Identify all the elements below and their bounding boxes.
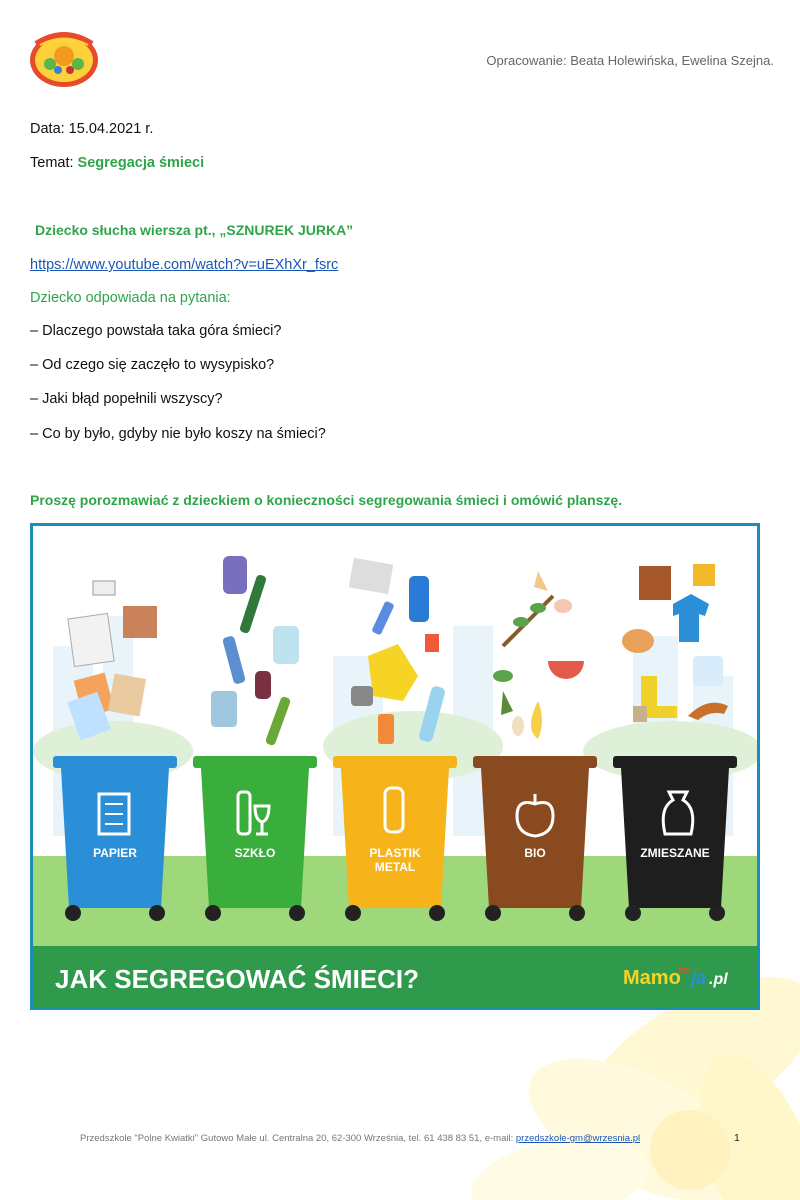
author-credit: Opracowanie: Beata Holewińska, Ewelina Szejna.: [486, 53, 774, 68]
bin-label-bio: BIO: [524, 846, 546, 860]
question-1: – Dlaczego powstała taka góra śmieci?: [30, 323, 282, 339]
youtube-link[interactable]: https://www.youtube.com/watch?v=uEXhXr_fsrc: [30, 257, 339, 273]
bin-zmieszane: [613, 756, 737, 921]
poster-title: JAK SEGREGOWAĆ ŚMIECI?: [55, 964, 420, 994]
recycling-poster: [30, 523, 760, 1010]
lesson-date: Data: 15.04.2021 r.: [30, 121, 154, 137]
brand-suffix: .pl: [709, 971, 728, 988]
bin-plastik-metal: [333, 756, 457, 921]
kindergarten-logo: [28, 30, 100, 88]
bin-label-metal: METAL: [374, 860, 416, 874]
footer-address-text: Przedszkole "Polne Kwiatki" Gutowo Małe ul. Centralna 20, 62-300 Września, tel. 61 438 83 51, e-mail:: [80, 1133, 516, 1144]
bin-label-szklo: SZKŁO: [234, 846, 276, 860]
instruction: Proszę porozmawiać z dzieckiem o konieczności segregowania śmieci i omówić planszę.: [30, 492, 623, 508]
brand-mid: to: [678, 963, 690, 977]
bin-bio: [473, 756, 597, 921]
answers-intro: Dziecko odpowiada na pytania:: [30, 290, 231, 306]
topic-value: Segregacja śmieci: [77, 155, 205, 171]
bin-label-papier: PAPIER: [93, 846, 137, 860]
page-number: 1: [734, 1132, 740, 1144]
lesson-topic-row: [30, 155, 204, 171]
bin-papier: [53, 756, 177, 921]
poem-intro: Dziecko słucha wiersza pt., „SZNUREK JURKA”: [35, 222, 354, 238]
bin-label-plastik: PLASTIK: [369, 846, 421, 860]
brand-left: Mamo: [623, 967, 681, 989]
footer-address: [80, 1133, 640, 1144]
question-4: – Co by było, gdyby nie było koszy na śmieci?: [30, 426, 326, 442]
poster-illustration: [33, 526, 757, 1007]
bin-szklo: [193, 756, 317, 921]
brand-right: ja: [691, 968, 707, 988]
topic-label: Temat:: [30, 155, 74, 171]
footer-email-link[interactable]: przedszkole-gm@wrzesnia.pl: [515, 1133, 641, 1144]
bin-label-zmieszane: ZMIESZANE: [640, 846, 710, 860]
question-2: – Od czego się zaczęło to wysypisko?: [30, 357, 275, 373]
question-3: – Jaki błąd popełnili wszyscy?: [30, 391, 223, 407]
